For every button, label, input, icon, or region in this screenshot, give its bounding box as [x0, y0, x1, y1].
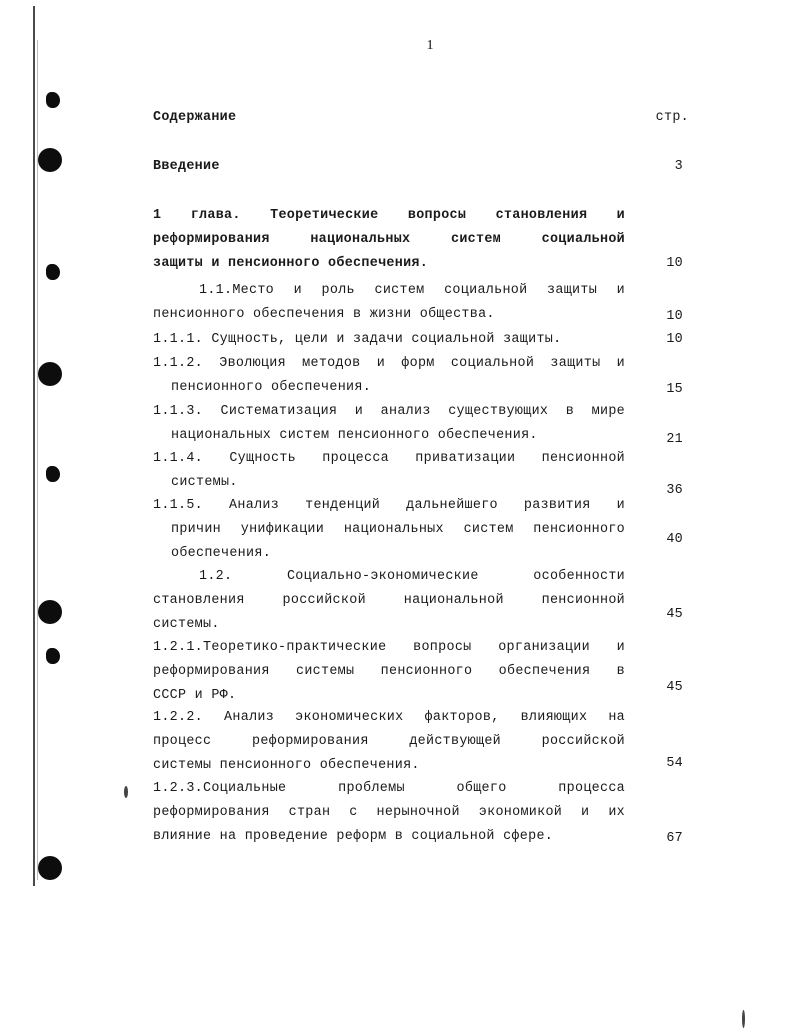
toc-line: реформирования системы пенсионного обеспечения в — [153, 664, 625, 679]
toc-line: СССР и РФ. — [153, 688, 237, 703]
toc-page-number: 54 — [666, 756, 683, 771]
punch-hole-mark — [46, 92, 60, 108]
toc-entry — [153, 328, 683, 352]
toc-page-number: 3 — [674, 159, 683, 174]
toc-entry-chapter — [153, 204, 683, 276]
toc-page-number: 10 — [666, 309, 683, 324]
toc-line: влияние на проведение реформ в социальной сфере. — [153, 829, 554, 844]
toc-line: 1 глава. Теоретические вопросы становления и — [153, 208, 625, 223]
toc-entry — [153, 447, 683, 498]
binder-edge-line-faint — [37, 40, 38, 880]
toc-line: 1.1.4. Сущность процесса приватизации пенсионной — [153, 451, 625, 466]
toc-page-number: 36 — [666, 483, 683, 498]
page-column-label: стр. — [655, 110, 689, 125]
toc-entry-section — [153, 279, 683, 327]
toc-line: защиты и пенсионного обеспечения. — [153, 256, 429, 271]
toc-entry — [153, 706, 683, 778]
toc-line: 1.1.Место и роль систем социальной защиты и — [199, 283, 625, 298]
toc-line: 1.1.3. Систематизация и анализ существующих в мире — [153, 404, 625, 419]
punch-hole — [38, 600, 62, 624]
scan-speck — [742, 1010, 745, 1028]
toc-page-number: 45 — [666, 607, 683, 622]
toc-header — [153, 106, 689, 130]
toc-line: пенсионного обеспечения. — [171, 380, 372, 395]
toc-line: Введение — [153, 159, 220, 174]
toc-page-number: 10 — [666, 256, 683, 271]
toc-line: национальных систем пенсионного обеспечения. — [171, 428, 538, 443]
toc-line: 1.2.3.Социальные проблемы общего процесса — [153, 781, 625, 796]
toc-page-number: 15 — [666, 382, 683, 397]
punch-hole — [38, 148, 62, 172]
toc-line: реформирования национальных систем социальной — [153, 232, 625, 247]
toc-line: обеспечения. — [171, 546, 272, 561]
scan-speck — [124, 786, 128, 798]
toc-entry — [153, 352, 683, 400]
toc-entry — [153, 636, 683, 708]
toc-page-number: 21 — [666, 432, 683, 447]
page-number: 1 — [426, 38, 434, 53]
toc-line: пенсионного обеспечения в жизни общества. — [153, 307, 495, 322]
toc-line: системы. — [153, 617, 220, 632]
punch-hole-mark — [46, 264, 60, 280]
toc-line: 1.2.2. Анализ экономических факторов, влияющих на — [153, 710, 625, 725]
toc-page-number: 40 — [666, 532, 683, 547]
toc-line: 1.2.1.Теоретико-практические вопросы организации и — [153, 640, 625, 655]
toc-entry — [153, 155, 683, 179]
punch-hole-mark — [46, 466, 60, 482]
toc-line: 1.1.2. Эволюция методов и форм социальной защиты и — [153, 356, 625, 371]
toc-line: 1.1.1. Сущность, цели и задачи социальной защиты. — [153, 332, 562, 347]
toc-title: Содержание — [153, 110, 237, 125]
punch-hole — [38, 362, 62, 386]
toc-page-number: 10 — [666, 332, 683, 347]
punch-hole — [38, 856, 62, 880]
binder-edge-line — [33, 6, 35, 886]
toc-entry — [153, 400, 683, 448]
toc-line: реформирования стран с нерыночной экономикой и их — [153, 805, 625, 820]
toc-page-number: 45 — [666, 680, 683, 695]
toc-line: 1.2. Социально-экономические особенности — [199, 569, 625, 584]
toc-entry — [153, 494, 683, 566]
toc-line: процесс реформирования действующей российской — [153, 734, 625, 749]
toc-line: системы пенсионного обеспечения. — [153, 758, 420, 773]
toc-entry-section — [153, 565, 683, 637]
toc-line: системы. — [171, 475, 238, 490]
toc-entry — [153, 777, 683, 849]
toc-line: причин унификации национальных систем пенсионного — [171, 522, 625, 537]
toc-page-number: 67 — [666, 831, 683, 846]
punch-hole-mark — [46, 648, 60, 664]
toc-line: 1.1.5. Анализ тенденций дальнейшего развития и — [153, 498, 625, 513]
toc-line: становления российской национальной пенсионной — [153, 593, 625, 608]
